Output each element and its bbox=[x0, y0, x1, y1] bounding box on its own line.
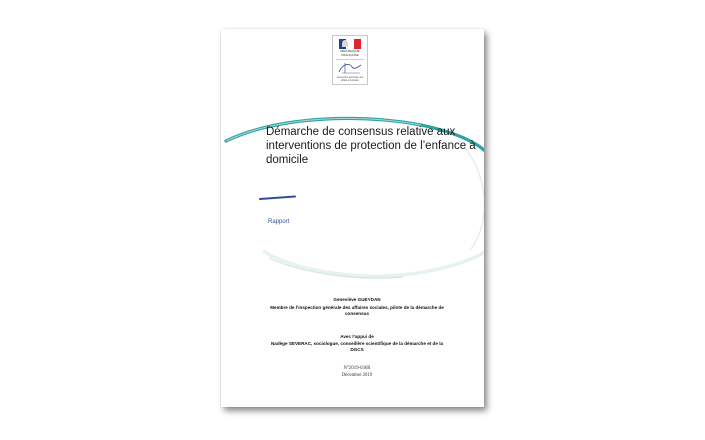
report-reference: N°2019-036R bbox=[343, 366, 371, 371]
accent-dash bbox=[259, 194, 299, 202]
report-date: Décembre 2019 bbox=[341, 373, 373, 378]
support-title: Avec l’appui de bbox=[340, 334, 374, 339]
support-text: Nadège SEVERAC, sociologue, conseillère scientifique de la démarche et de la DGCS bbox=[270, 341, 444, 353]
republic-label: RÉPUBLIQUE FRANÇAISE bbox=[340, 49, 360, 57]
report-cover-page bbox=[221, 29, 484, 407]
igas-caption: Inspection générale des affaires sociales bbox=[336, 76, 364, 82]
igas-logo-icon bbox=[336, 61, 364, 75]
report-title: Démarche de consensus relative aux interventions de protection de l’enfance à domicile bbox=[266, 126, 476, 166]
author-role: Membre de l’inspection générale des affaires sociales, pilote de la démarche de consensus bbox=[270, 305, 444, 317]
ministry-logo bbox=[332, 35, 368, 85]
logo-divider bbox=[336, 59, 364, 60]
marianne-icon bbox=[342, 40, 348, 47]
doc-type-label: Rapport bbox=[268, 219, 290, 225]
author-name: Geneviève GUEYDAN bbox=[333, 297, 381, 302]
